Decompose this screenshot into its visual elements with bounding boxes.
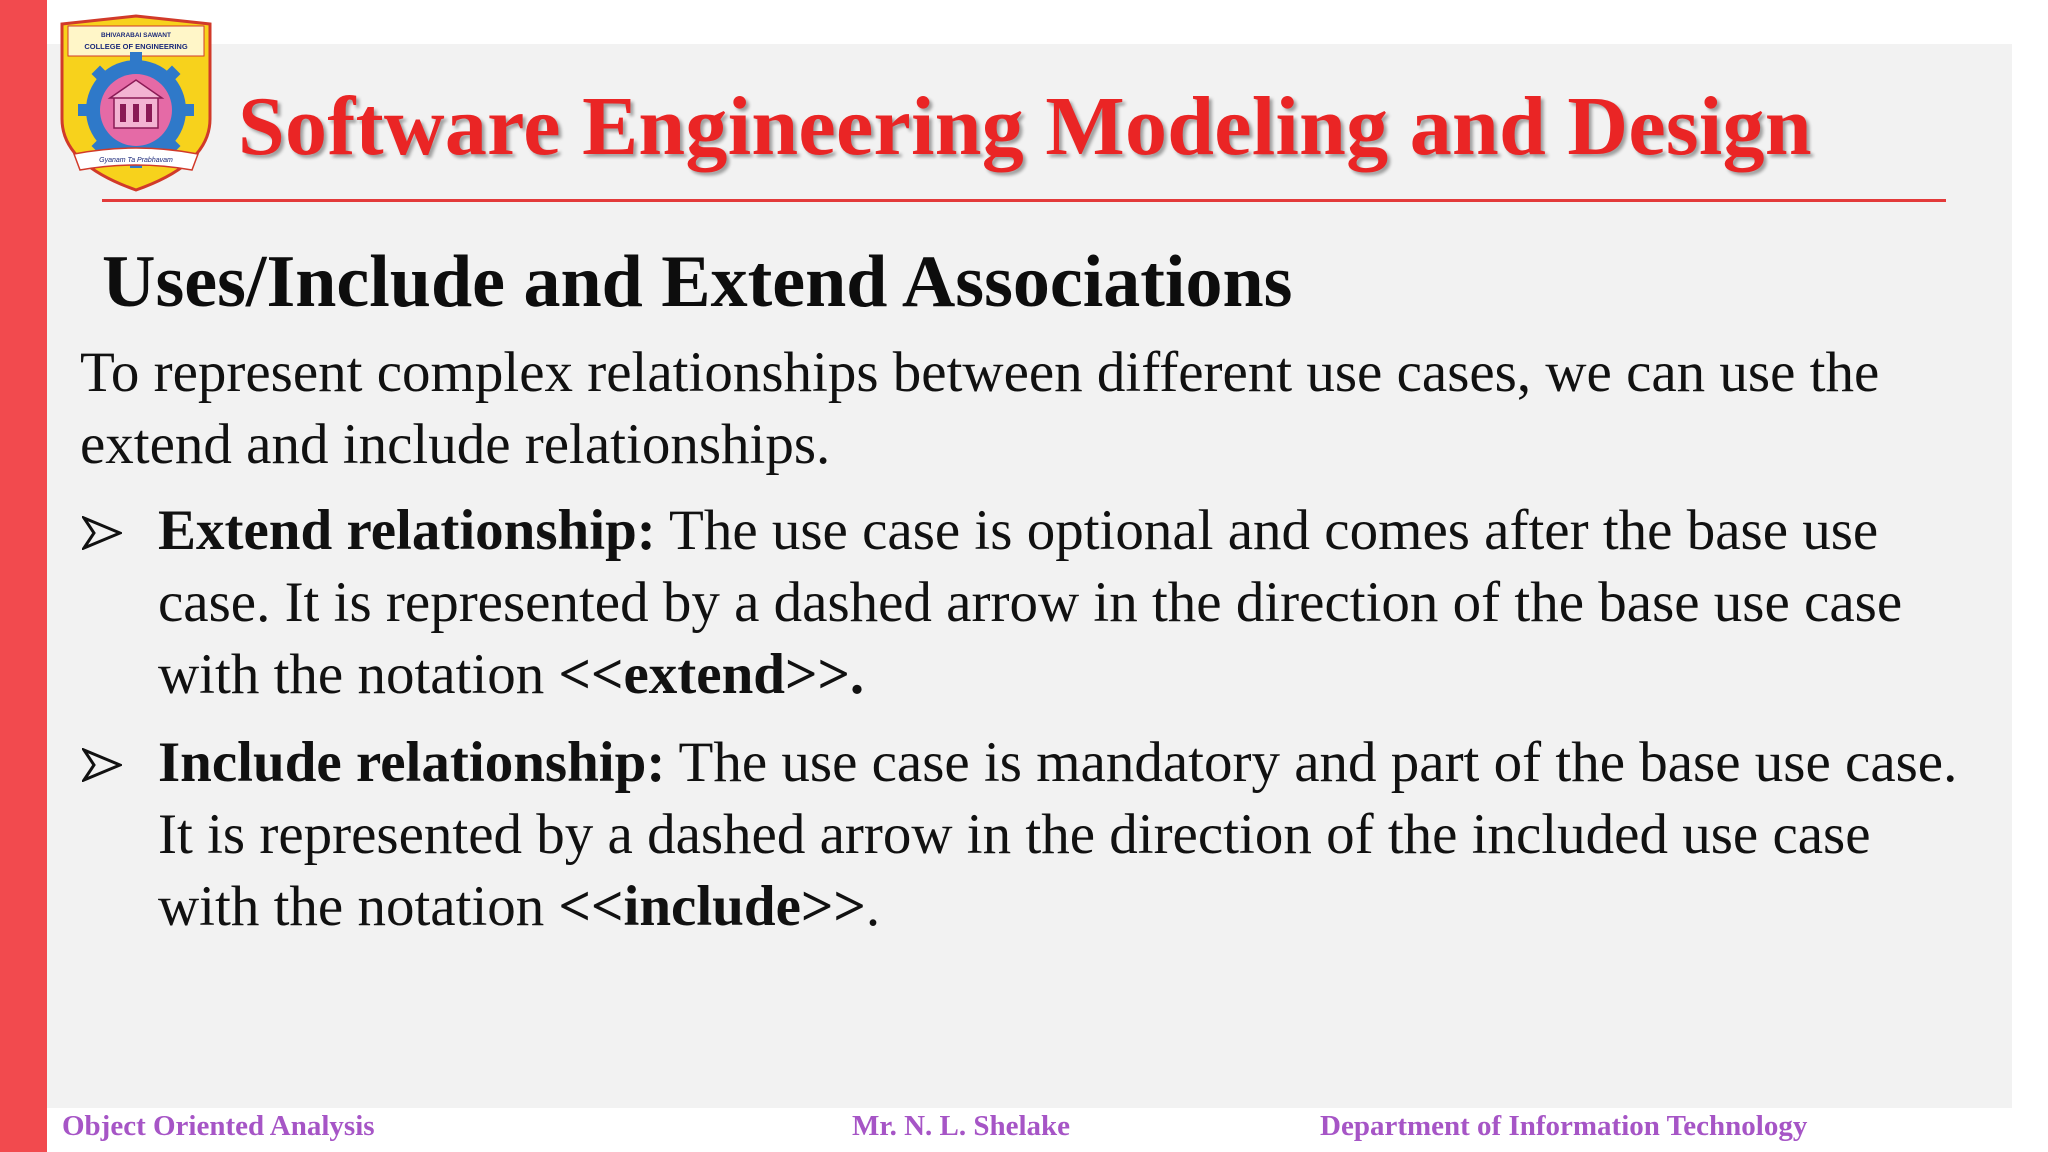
- arrowhead-bullet-icon: [82, 516, 122, 550]
- logo-text-top: BHIVARABAI SAWANT: [101, 32, 171, 39]
- arrowhead-bullet-icon: [82, 748, 122, 782]
- include-description: The use case is mandatory and part of the base use case. It is represented by a dashed arrow in the direction of the included use case with the notation: [158, 731, 1958, 938]
- extend-description: The use case is optional and comes after the base use case. It is represented by a dashed arrow in the direction of the base use case with the notation: [158, 499, 1903, 706]
- extend-notation: <<extend>>.: [558, 643, 865, 706]
- intro-paragraph: To represent complex relationships between different use cases, we can use the extend and include relationships.: [80, 341, 1880, 476]
- bullet-extend: [80, 495, 1980, 711]
- footer-department: Department of Information Technology: [1320, 1110, 1808, 1142]
- footer-course: Object Oriented Analysis: [62, 1110, 375, 1142]
- college-logo: [52, 14, 220, 194]
- logo-text-college: COLLEGE OF ENGINEERING: [84, 42, 188, 51]
- include-term: Include relationship:: [158, 731, 666, 794]
- left-accent-bar: [0, 0, 47, 1152]
- include-notation: <<include>>: [558, 875, 866, 938]
- slide-title: Software Engineering Modeling and Design: [238, 80, 1812, 173]
- top-strip: [47, 0, 2048, 44]
- title-divider: [102, 199, 1946, 202]
- logo-text-motto: Gyanam Ta Prabhavam: [99, 157, 173, 164]
- bullet-list: [80, 495, 1980, 959]
- include-tail: .: [865, 875, 881, 938]
- bullet-include: [80, 727, 1980, 943]
- extend-term: Extend relationship:: [158, 499, 656, 562]
- footer-author: Mr. N. L. Shelake: [852, 1110, 1071, 1142]
- section-heading: Uses/Include and Extend Associations: [102, 241, 1293, 323]
